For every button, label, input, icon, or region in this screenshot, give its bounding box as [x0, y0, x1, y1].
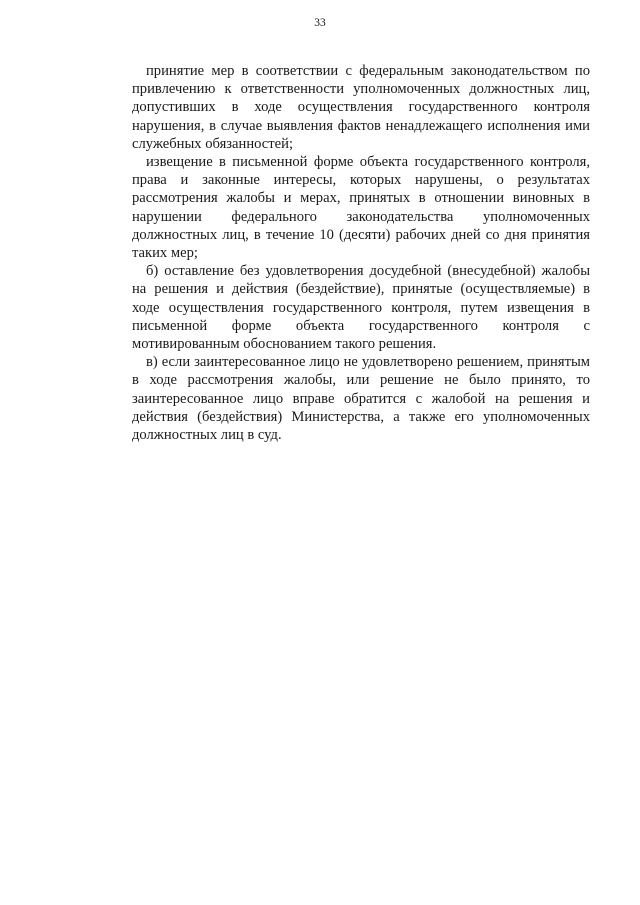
paragraph-notification: извещение в письменной форме объекта государственного контроля, права и законные интересы, которых нарушены, о результатах рассмотрения жалобы и мерах, принятых в отношении виновных в нарушении федерального законодательства уполномоченных должностных лиц, в течение 10 (десяти) рабочих дней со дня принятия таких мер;	[132, 154, 590, 262]
paragraph-measures: принятие мер в соответствии с федеральным законодательством по привлечению к ответственности уполномоченных должностных лиц, допустивших в ходе осуществления государственного контроля нарушения, в случае выявления фактов ненадлежащего исполнения ими служебных обязанностей;	[132, 63, 590, 152]
paragraph-rejection: б) оставление без удовлетворения досудебной (внесудебной) жалобы на решения и действия (бездействие), принятые (осуществляемые) в ходе осуществления государственного контроля, путем извещения в письменной форме объекта государственного контроля с мотивированным обоснованием такого решения.	[132, 263, 590, 353]
document-body	[132, 62, 590, 444]
page-number: 33	[314, 17, 326, 29]
paragraph-court-appeal: в) если заинтересованное лицо не удовлетворено решением, принятым в ходе рассмотрения жалобы, или решение не было принято, то заинтересованное лицо вправе обратится с жалобой на решения и действия (бездействия) Министерства, а также его уполномоченных должностных лиц в суд.	[132, 354, 590, 444]
